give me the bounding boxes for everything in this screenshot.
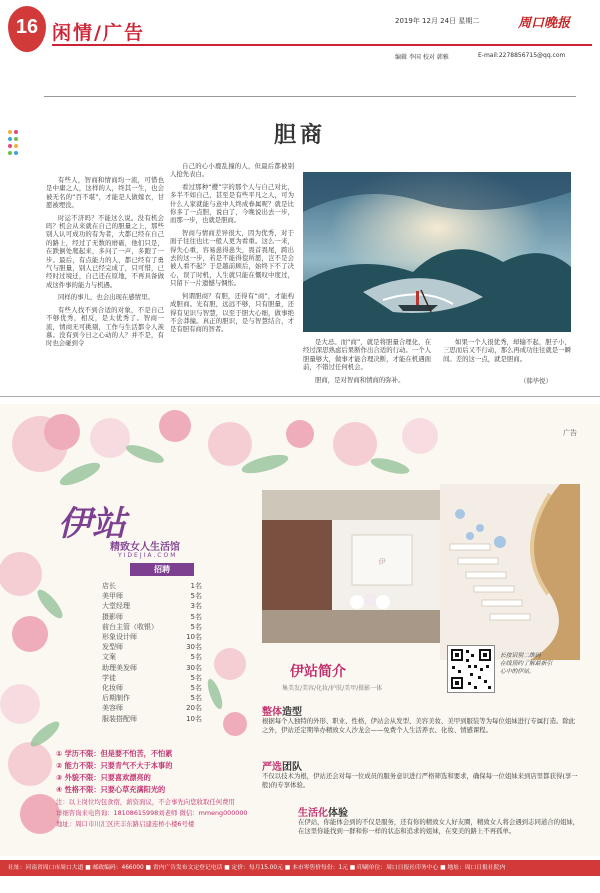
recruit-role-row xyxy=(102,703,202,713)
section-text-lifestyle: 在伊站，你能体会到的不仅是服务，还有你的精致女人好友圈，精致女人将会遇到志同道合的姐妹，在这里你能找到一群和你一样的状态和追求的姐妹，在变美的路上不再孤单。 xyxy=(298,818,580,835)
paragraph: 有些人，智商和情商均一流，可惜也是中庸之人，这样的人，终其一生，也会被无名的“百不堪”，才能是人做嫁衣，甘愿被埋没。 xyxy=(46,176,164,210)
paragraph: 何谓胆商？有胆，还得有“商”，才能构成胆商。光有胆，远远不够，只有胆量，还得有见识与智慧，以至于胆大心细，做事绝不会莽撞。真正的胆识，是与智慧结合，才是有胆有商的智者。 xyxy=(170,291,294,334)
ad-label: 广告 xyxy=(563,429,577,437)
role-count: 1名 xyxy=(190,582,202,590)
svg-text:伊: 伊 xyxy=(378,558,386,566)
role-name: 化妆师 xyxy=(102,684,123,693)
role-name: 美容师 xyxy=(102,704,123,713)
contact-line: 注：以上岗位均包食宿，薪资面议，不会事先向您收取任何费用 xyxy=(56,798,235,806)
paragraph: 时运不济吗？不能这么说。没有机会吗？机会从来就在自己的胆量之上，那些别人认可成功的有为者，大都已经在自己的路上，经过了无数的磨砺，他们只是，在跌倒处爬起来，多问了一声，多跑了一步。最后，有点能力的人，都已经有了勇气与胆量，别人已经完成了，只可惜，已经时过境迁，自己还在原地，不再具备做成这件事的能力与机遇。 xyxy=(46,213,164,289)
recruit-role-row xyxy=(102,581,202,591)
role-count: 5名 xyxy=(190,612,202,621)
section-title: 闲情/广告 xyxy=(52,22,145,44)
editor-credits xyxy=(395,52,449,61)
article-column-1 xyxy=(46,176,164,352)
editor: 编辑 李国 xyxy=(395,54,421,61)
section-heading-styling: 整体造型 xyxy=(262,707,302,718)
role-count: 5名 xyxy=(190,622,202,631)
contact-line: 地址：周口市川汇区庆丰东路启建连桥小楼6号楼 xyxy=(56,820,195,828)
paragraph: 胆商，是对智商和情商的弥补。 xyxy=(315,375,405,384)
recruit-role-row xyxy=(102,632,202,642)
recruit-role-row xyxy=(102,693,202,703)
recruit-role-row xyxy=(102,673,202,683)
proofreader: 校对 韩雅 xyxy=(422,54,449,61)
role-name: 后期制作 xyxy=(102,694,130,703)
role-count: 5名 xyxy=(190,592,202,601)
role-name: 文案 xyxy=(102,653,116,662)
role-count: 5名 xyxy=(190,673,202,682)
role-count: 5名 xyxy=(190,694,202,703)
recruit-role-row xyxy=(102,663,202,673)
staircase-photo xyxy=(440,484,580,660)
role-count: 5名 xyxy=(190,684,202,693)
section-text-team: 不仅以技术为根，伊站还会对每一位成员的服务意识进行严格筛选和要求，确保每一位姐妹来到店里都获得(享一般)的专享体验。 xyxy=(262,772,578,789)
role-name: 美甲师 xyxy=(102,592,123,601)
section-text-styling: 根据每个人独特的外形、职业、性格，伊站会从发型、美容美妆、美甲到服装等为每位姐妹进行专属打造。除此之外，伊站还定期举办精致女人沙龙会——免费个人生活养衣、化妆、情感课程。 xyxy=(262,717,576,734)
paragraph: 同样的事儿，也会出现在感情里。 xyxy=(58,293,154,302)
recruit-role-row xyxy=(102,683,202,693)
article-author: （韩毕悦） xyxy=(520,377,552,385)
article-illustration xyxy=(303,172,571,332)
article-title: 胆商 xyxy=(273,122,326,148)
role-count: 10名 xyxy=(186,714,202,723)
contact-info xyxy=(56,797,248,830)
role-name: 大堂经理 xyxy=(102,602,130,611)
role-count: 30名 xyxy=(186,663,202,672)
recruit-role-row xyxy=(102,612,202,622)
brand-logo: 伊站 xyxy=(58,504,126,544)
role-name: 服装搭配师 xyxy=(102,714,137,723)
requirement-item: ② 能力不限：只要肯气不大于本事的 xyxy=(56,761,173,770)
role-name: 发型师 xyxy=(102,643,123,652)
date: 2019年 12月 24日 xyxy=(395,17,457,25)
recruit-role-row xyxy=(102,652,202,662)
store-interior-photo xyxy=(262,490,440,643)
brand-slogan: 精致女人生活馆 xyxy=(110,542,180,553)
role-count: 20名 xyxy=(186,704,202,713)
recruit-role-row xyxy=(102,714,202,724)
contact-line: 详细咨询来电咨询：18108615998刘老师 微信：mmeng000000 xyxy=(56,809,248,817)
header-rule xyxy=(52,44,592,46)
requirement-item: ① 学历不限：但是要不怕苦，不怕累 xyxy=(56,749,173,758)
article-column-3 xyxy=(303,338,431,388)
role-name: 学徒 xyxy=(102,673,116,682)
role-count: 3名 xyxy=(190,602,202,611)
page-number-badge: 16 xyxy=(8,6,46,52)
dateline xyxy=(395,16,479,26)
paragraph: 是大忌。而“商”，就是将胆量合理化，在经过深思熟虑后果断作出合适的行动。一个人胆量够大，做事才能合理决断，才能在机遇面前，不错过任何机会。 xyxy=(303,338,431,372)
article-bottom-rule xyxy=(0,396,600,397)
requirement-item: ③ 外貌不限：只要喜欢漂亮的 xyxy=(56,773,151,782)
role-name: 前台主管（收银） xyxy=(102,622,158,631)
paragraph: 如果一个人很优秀，却输不起，胆子小，三思而后又不行动，那么再成功往往就是一瞬间。差的这一点，就是胆商。 xyxy=(443,338,571,363)
role-name: 助理美发师 xyxy=(102,663,137,672)
role-count: 10名 xyxy=(186,633,202,642)
article-column-4 xyxy=(443,338,571,367)
paragraph: 有些人找不到合适的对象，不是自己不够优秀，相反，是太优秀了。智商一流，情商无可挑剔，工作与生活都令人羡慕。没有到今日之心动的人？并不是，有时也会碰到令 xyxy=(46,305,164,348)
article-column-2 xyxy=(170,162,294,338)
recruit-role-row xyxy=(102,591,202,601)
article-top-rule xyxy=(44,96,576,97)
role-count: 30名 xyxy=(186,643,202,652)
paragraph: 自己的心小鹿乱撞的人，但最后都被别人抢先表白。 xyxy=(170,162,294,179)
qr-caption: 长按识别二维码 在线预约了解最新引 心中的伊站。 xyxy=(500,653,553,675)
role-name: 店长 xyxy=(102,582,116,590)
recruit-roles-list xyxy=(102,581,202,724)
recruit-role-row xyxy=(102,601,202,611)
requirement-item: ④ 性格不限：只要心草充满阳光的 xyxy=(56,785,166,794)
paragraph: 智商与情商差异很大，因为优秀，对于面子往往也比一般人更为看重。这么一来，得失心重，容易患得患失，畏首畏尾，跨出去的这一步，若是不能得偿所愿，岂不是会被人看不起？于是越前顾后，始终下不了决心，误了时机，人生就只能在慨叹中度过，只留下一片遗憾与惆怅。 xyxy=(170,228,294,288)
section-heading-team: 严选团队 xyxy=(262,762,302,773)
intro-title: 伊站简介 xyxy=(290,664,346,680)
recruit-role-row xyxy=(102,642,202,652)
intro-subtitle: 集美发/美容/化妆/护肤/美甲/摄影一体 xyxy=(282,685,383,692)
newspaper-logo: 周口晚报 xyxy=(518,16,571,31)
recruit-role-row xyxy=(102,622,202,632)
role-name: 摄影师 xyxy=(102,612,123,621)
weekday: 星期二 xyxy=(458,17,480,25)
role-count: 5名 xyxy=(190,653,202,662)
qr-code[interactable] xyxy=(447,645,495,693)
role-name: 形象设计师 xyxy=(102,633,137,642)
contact-email: E-mail:2278856715@qq.com xyxy=(478,52,566,59)
page-footer: 社址：河南省周口市周口大道 ■ 邮政编码：466000 ■ 省内广告发布文定登记电话 ■ 定价：每月15.00元 ■ 本市零售价每份：1元 ■ 印刷单位：周口日报社印务中心 ■ 地址：周口日报社院内 xyxy=(0,860,600,876)
section-heading-lifestyle: 生活化体验 xyxy=(298,808,348,819)
requirements-list xyxy=(56,748,172,796)
brand-domain: YIDEJIA.COM xyxy=(118,552,178,559)
recruit-banner: 招聘 xyxy=(130,563,194,576)
paragraph: 看过那种“樱”字的那个人与自己对比，多半不如自己，甚至是有些平凡之人，可为什么人家就能与意中人终成眷属呢？就是比你多了一点胆，说白了，今晚说出去一步，而那一步，也就是胆商。 xyxy=(170,182,294,225)
